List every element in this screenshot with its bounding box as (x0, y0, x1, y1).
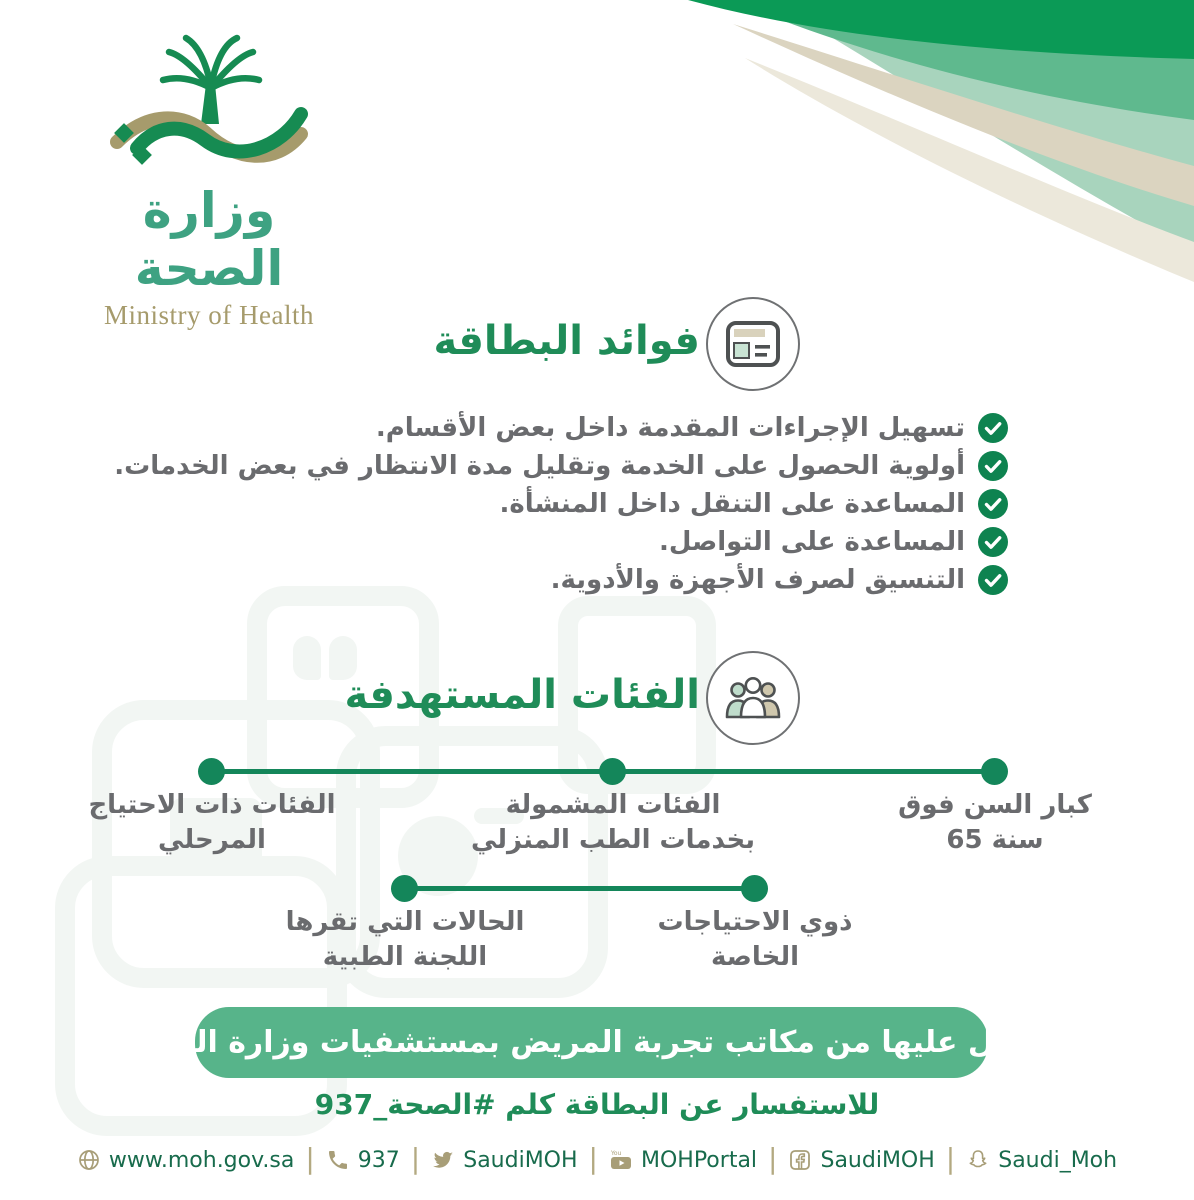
target-groups-section-title: الفئات المستهدفة (344, 672, 700, 718)
target-group-elderly (845, 788, 1145, 858)
target-group-label-line: كبار السن فوق (898, 790, 1092, 820)
target-group-label-line: 65 سنة (946, 825, 1044, 855)
footer-label: 937 (357, 1147, 400, 1173)
benefit-item (114, 527, 1008, 557)
moh-logo-mark (89, 30, 329, 180)
footer-separator: | (588, 1141, 598, 1175)
target-group-label-line: الخاصة (710, 942, 800, 972)
benefit-item-text: أولوية الحصول على الخدمة وتقليل مدة الانتظار في بعض الخدمات. (114, 451, 965, 481)
timeline-dot (599, 758, 626, 785)
footer-separator: | (410, 1141, 421, 1175)
inquiry-text: للاستفسار عن البطاقة كلم #الصحة_937 (314, 1088, 880, 1121)
timeline-dot (198, 758, 225, 785)
benefits-icon-circle (706, 297, 800, 391)
facebook-icon (788, 1148, 812, 1172)
target-group-label-line: الفئات المشمولة (505, 790, 721, 820)
target-group-label-line: المرحلي (158, 825, 266, 855)
target-group-committee-cases (255, 905, 555, 975)
footer-label: Saudi_Moh (998, 1147, 1118, 1173)
timeline-dot (391, 875, 418, 902)
footer-item-phone[interactable] (326, 1148, 400, 1173)
timeline-dot (981, 758, 1008, 785)
check-icon (978, 527, 1008, 557)
footer-item-snapchat[interactable] (966, 1148, 1117, 1173)
benefit-item (114, 413, 1008, 443)
people-icon (724, 675, 782, 721)
target-group-label-line: الحالات التي تقرها (285, 907, 525, 937)
swoosh-light-green (770, 0, 1194, 252)
target-groups-icon-circle (706, 651, 800, 745)
snapchat-icon (966, 1148, 990, 1172)
card-icon (725, 320, 781, 368)
footer-item-youtube[interactable] (609, 1148, 757, 1173)
palm-trunk (201, 84, 219, 124)
target-group-label-line: بخدمات الطب المنزلي (470, 825, 756, 855)
swoosh-dark-green (688, 0, 1194, 59)
footer-contact-bar (0, 1140, 1194, 1180)
timeline-dot (741, 875, 768, 902)
twitter-icon (431, 1148, 455, 1172)
footer-item-twitter[interactable] (431, 1148, 577, 1173)
benefit-item (114, 565, 1008, 595)
swoosh-mid-green (730, 0, 1194, 120)
benefits-section-title: فوائد البطاقة (433, 318, 700, 364)
footer-separator: | (768, 1141, 778, 1175)
target-group-home-medicine (463, 788, 763, 858)
swoosh-cream (745, 58, 1194, 282)
phone-icon (326, 1148, 350, 1172)
target-group-label-line: الفئات ذات الاحتياج (88, 790, 336, 820)
timeline-line-2 (405, 886, 755, 891)
globe-icon (77, 1148, 101, 1172)
check-icon (978, 451, 1008, 481)
check-icon (978, 565, 1008, 595)
footer-label: www.moh.gov.sa (108, 1147, 295, 1173)
banner-text: احصل عليها من مكاتب تجربة المريض بمستشفيات وزارة الصحة (126, 1025, 1057, 1060)
svg-text:You: You (610, 1150, 622, 1157)
logo-title-english: Ministry of Health (104, 300, 314, 330)
benefits-checklist (114, 413, 1008, 595)
footer-item-facebook[interactable] (788, 1148, 934, 1173)
footer-label: SaudiMOH (820, 1147, 935, 1173)
benefit-item (114, 451, 1008, 481)
target-group-label-line: اللجنة الطبية (322, 942, 488, 972)
benefit-item-text: تسهيل الإجراءات المقدمة داخل بعض الأقسام. (375, 413, 965, 443)
benefit-item (114, 489, 1008, 519)
logo-title-arabic: وزارة الصحة (134, 182, 284, 297)
how-to-get-banner (126, 1007, 1057, 1078)
target-group-label-line: ذوي الاحتياجات (657, 907, 853, 937)
target-group-special-needs (605, 905, 905, 975)
footer-separator: | (945, 1141, 956, 1175)
footer-label: MOHPortal (640, 1147, 758, 1173)
benefit-item-text: المساعدة على التنقل داخل المنشأة. (499, 489, 965, 519)
moh-logo (72, 30, 346, 331)
target-group-transitional-need (62, 788, 362, 858)
benefit-item-text: المساعدة على التواصل. (659, 527, 965, 557)
swoosh-beige (733, 24, 1194, 206)
youtube-icon (609, 1148, 633, 1172)
benefit-item-text: التنسيق لصرف الأجهزة والأدوية. (550, 565, 965, 595)
footer-item-website[interactable] (77, 1148, 294, 1173)
check-icon (978, 489, 1008, 519)
palm-tree-icon (163, 38, 259, 88)
footer-label: SaudiMOH (463, 1147, 578, 1173)
check-icon (978, 413, 1008, 443)
footer-separator: | (305, 1141, 315, 1175)
